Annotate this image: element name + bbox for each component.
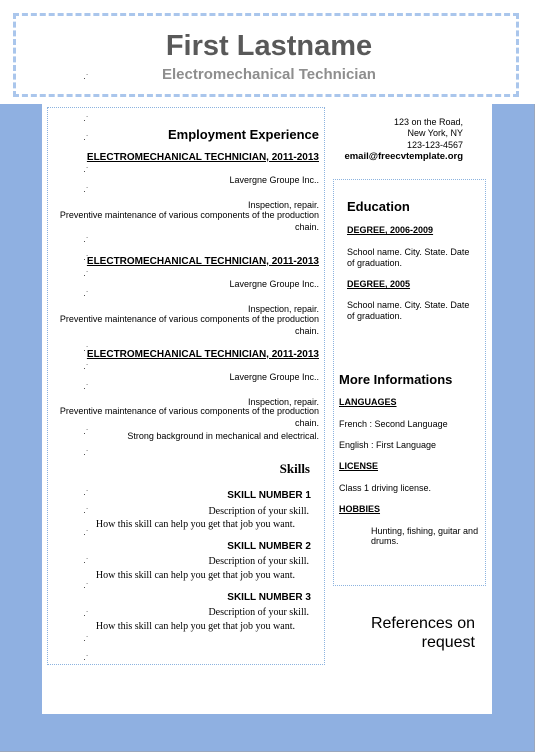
paragraph-mark: ·˙ [83,363,89,373]
skill-name: SKILL NUMBER 2 [227,541,311,552]
job-duty: Inspection, repair. [247,200,319,210]
job-duty: Inspection, repair. [247,304,319,314]
skill-description: Description of your skill. [208,607,309,618]
degree-detail: School name. City. State. Date [347,300,470,310]
paragraph-mark: ·˙ [83,654,89,664]
languages-heading: LANGUAGES [339,397,397,407]
skill-name: SKILL NUMBER 3 [227,592,311,603]
hobbies-item: drums. [371,536,399,546]
paragraph-mark: ·˙ [83,115,89,125]
skill-help: How this skill can help you get that job you want. [95,621,295,632]
candidate-name: First Lastname [165,30,373,62]
skill-help: How this skill can help you get that job you want. [95,519,295,530]
contact-address-line1: 123 on the Road, [393,117,463,127]
job-duty: Preventive maintenance of various components of the production [59,314,319,324]
paragraph-mark: ·˙ [83,428,89,438]
paragraph-mark: ·˙ [83,610,89,620]
paragraph-mark: ·˙ [83,529,89,539]
language-item: French : Second Language [339,419,448,429]
paragraph-mark: ·˙ [83,582,89,592]
paragraph-mark: ·˙ [83,557,89,567]
degree-title: DEGREE, 2005 [347,279,411,289]
degree-detail: of graduation. [347,258,403,268]
language-item: English : First Language [339,440,437,450]
job-duty: Preventive maintenance of various components of the production [59,406,319,416]
skill-name: SKILL NUMBER 1 [227,490,311,501]
job-company: Lavergne Groupe Inc.. [229,279,319,289]
employment-heading: Employment Experience [168,127,319,142]
skill-description: Description of your skill. [208,506,309,517]
skill-description: Description of your skill. [208,556,309,567]
paragraph-mark: ·˙ [83,236,89,246]
degree-title: DEGREE, 2006-2009 [347,225,434,235]
paragraph-mark: ·˙ [83,186,89,196]
more-info-heading: More Informations [339,372,453,387]
job-title: ELECTROMECHANICAL TECHNICIAN, 2011-2013 [86,256,319,267]
job-duty: chain. [294,418,319,428]
job-duty: Strong background in mechanical and electrical. [127,431,319,441]
degree-detail: of graduation. [347,311,403,321]
skills-heading: Skills [279,461,310,476]
paragraph-mark: ·˙ [83,134,89,144]
paragraph-mark: ·˙ [83,507,89,517]
hobbies-item: Hunting, fishing, guitar and [371,526,479,536]
references-line2: request [421,634,475,651]
contact-email[interactable]: email@freecvtemplate.org [344,151,463,162]
references-line1: References on [370,615,475,632]
paragraph-mark: ·˙ [83,383,89,393]
paragraph-mark: ·˙ [83,345,89,355]
paragraph-mark: ·˙ [83,635,89,645]
job-title: ELECTROMECHANICAL TECHNICIAN, 2011-2013 [86,152,319,163]
job-company: Lavergne Groupe Inc.. [229,372,319,382]
paragraph-mark: ·˙ [83,270,89,280]
license-heading: LICENSE [339,461,379,471]
job-duty: Preventive maintenance of various components of the production [59,210,319,220]
contact-address-line2: New York, NY [407,128,463,138]
skill-help: How this skill can help you get that job you want. [95,570,295,581]
job-duty: Inspection, repair. [247,397,319,407]
paragraph-mark: ·˙ [83,254,89,264]
paragraph-mark: ·˙ [83,449,89,459]
job-company: Lavergne Groupe Inc.. [229,175,319,185]
hobbies-heading: HOBBIES [339,504,381,514]
candidate-title: Electromechanical Technician [162,66,376,83]
paragraph-mark: ·˙ [83,166,89,176]
contact-phone: 123-123-4567 [406,140,463,150]
paragraph-mark: ·˙ [83,489,89,499]
license-item: Class 1 driving license. [339,483,432,493]
degree-detail: School name. City. State. Date [347,247,470,257]
job-duty: chain. [294,222,319,232]
paragraph-mark: ·˙ [83,290,89,300]
job-duty: chain. [294,326,319,336]
education-heading: Education [347,199,410,214]
paragraph-mark: ·˙ [83,73,89,83]
job-title: ELECTROMECHANICAL TECHNICIAN, 2011-2013 [86,349,319,360]
